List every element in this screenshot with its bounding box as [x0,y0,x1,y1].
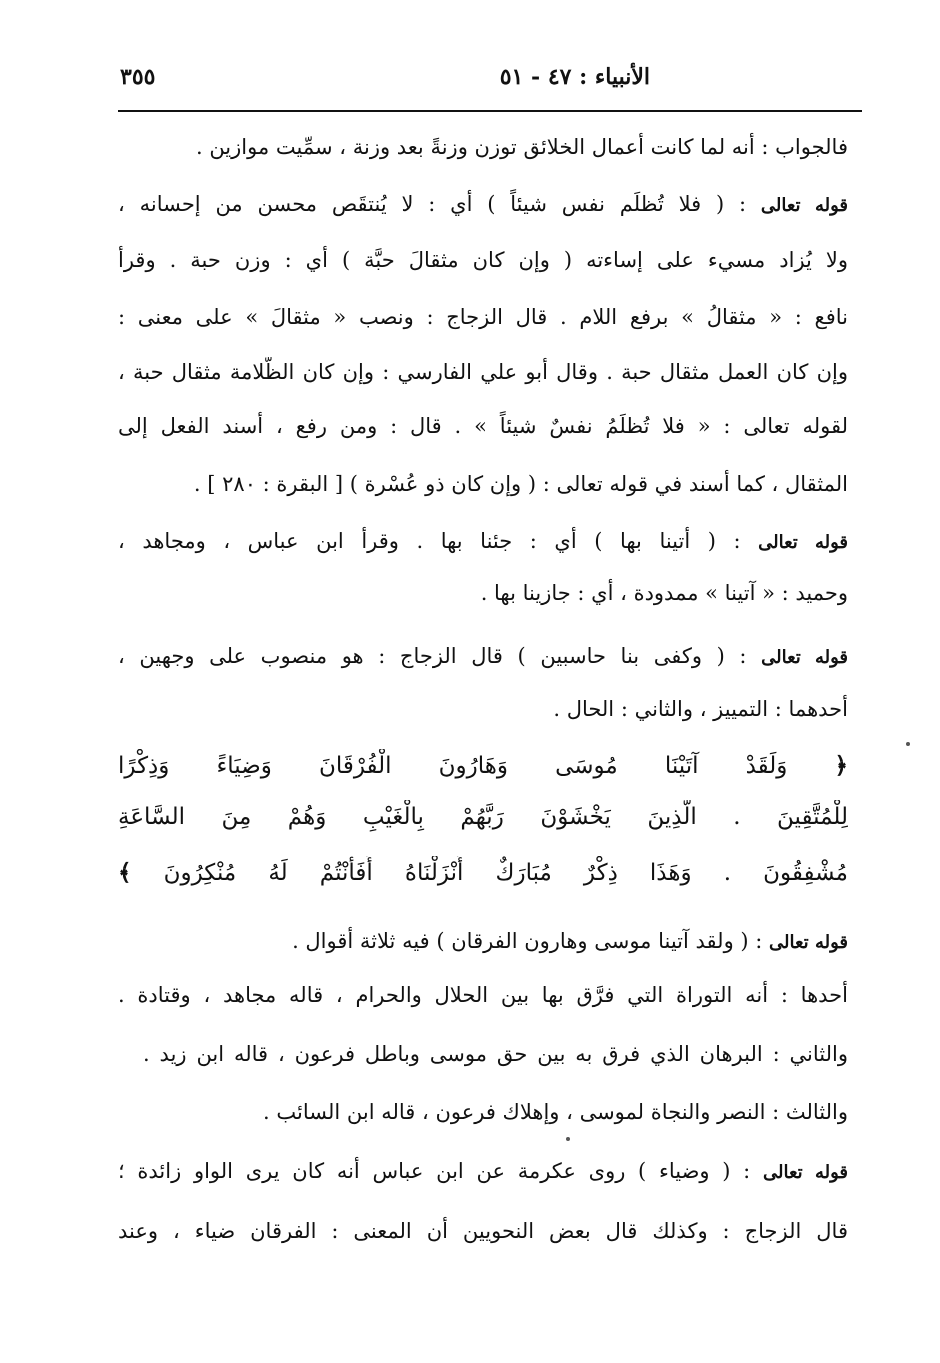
text-line [118,980,848,1010]
verse-text: مُشْفِقُونَ . وَهَذَا ذِكْرٌ مُبَارَكٌ أَنْزَلْنَاهُ أَفَأَنْتُمْ لَهُ مُنْكِرُونَ [163,860,848,886]
verse-close-bracket: ﴾ [118,859,132,886]
page-number: ٣٥٥ [120,64,156,90]
line-text: أحدهما : التمييز ، والثاني : الحال . [553,697,848,721]
running-header [120,58,860,98]
text-line [118,189,848,219]
verse-text: وَلَقَدْ آتَيْنَا مُوسَى وَهَارُونَ الْفُرْقَانَ وَضِيَاءً وَذِكْرًا [118,753,788,779]
line-text: قال الزجاج : وكذلك قال بعض النحويين أن المعنى : الفرقان ضياء ، وعند [118,1219,848,1243]
text-line [118,302,848,332]
line-text: : ( أتينا بها ) أي : جئنا بها . وقرأ ابن عباس ، ومجاهد ، [118,529,741,553]
text-line [118,526,848,556]
text-line [143,1039,848,1069]
text-line [118,578,848,608]
text-line [118,132,848,162]
line-text: : ( ولقد آتينا موسى وهارون الفرقان ) فيه ثلاثة أقوال . [292,929,763,953]
line-text: وحميد : « آتينا » ممدودة ، أي : جازينا بها . [480,581,848,605]
line-text: وإن كان العمل مثقال حبة . وقال أبو علي الفارسي : وإن كان الظُّلامة مثقال حبة ، [118,360,848,384]
line-text: : ( وكفى بنا حاسبين ) قال الزجاج : هو منصوب على وجهين ، [118,644,747,668]
text-line [118,1216,848,1246]
text-line [118,357,848,387]
line-text: والثالث : النصر والنجاة لموسى ، وإهلاك فرعون ، قاله ابن السائب . [263,1100,848,1124]
header-rule [118,110,862,112]
line-text: لقوله تعالى : « فلا تُظلَمُ نفسٌ شيئاً » . قال : ومن رفع ، أسند الفعل إلى [118,414,848,438]
text-line [118,694,848,724]
text-line [118,641,848,671]
text-line [118,1156,848,1186]
line-text: أحدها : أنه التوراة التي فرَّق بها بين الحلال والحرام ، قاله مجاهد ، وقتادة . [118,983,848,1007]
lead-phrase: قوله تعالى [762,1162,848,1183]
text-line [118,926,848,956]
line-text: المثقال ، كما أسند في قوله تعالى : ( وإن كان ذو عُسْرة ) [ البقرة : ٢٨٠ ] . [193,472,848,496]
verse-text: لِلْمُتَّقِينَ . الَّذِينَ يَخْشَوْنَ رَبَّهُمْ بِالْغَيْبِ وَهُمْ مِنَ السَّاعَةِ [118,804,848,830]
verse-line [118,800,848,834]
line-text: ولا يُزاد مسيء على إساءته ( وإن كان مثقالَ حبَّة ) أي : وزن حبة . وقرأ [118,248,848,272]
verse-line [118,749,848,783]
line-text: نافع : « مثقالُ » برفع اللام . قال الزجاج : ونصب « مثقالَ » على معنى : [118,305,848,329]
line-text: : ( فلا تُظلَم نفس شيئاً ) أي : لا يُنتقَص محسن من إحسانه ، [118,192,747,216]
lead-phrase: قوله تعالى [769,932,848,953]
line-text: والثاني : البرهان الذي فرق به بين حق موسى وباطل فرعون ، قاله ابن زيد . [143,1042,848,1066]
line-text: فالجواب : أنه لما كانت أعمال الخلائق توزن وزنةً بعد وزنة ، سمِّيت موازين . [195,135,848,159]
text-line [118,245,848,275]
scan-speck [906,742,910,746]
line-text: : ( وضياء ) روى عكرمة عن ابن عباس أنه كان يرى الواو زائدة ؛ [118,1159,751,1183]
text-line [118,469,848,499]
verse-open-bracket: ﴿ [834,752,848,779]
header-title: الأنبياء : ٤٧ - ٥١ [499,64,650,90]
lead-phrase: قوله تعالى [758,532,848,553]
text-line [118,1097,848,1127]
scan-speck [566,1137,570,1141]
lead-phrase: قوله تعالى [760,195,848,216]
text-line [118,411,848,441]
verse-line [118,856,848,890]
lead-phrase: قوله تعالى [761,647,848,668]
